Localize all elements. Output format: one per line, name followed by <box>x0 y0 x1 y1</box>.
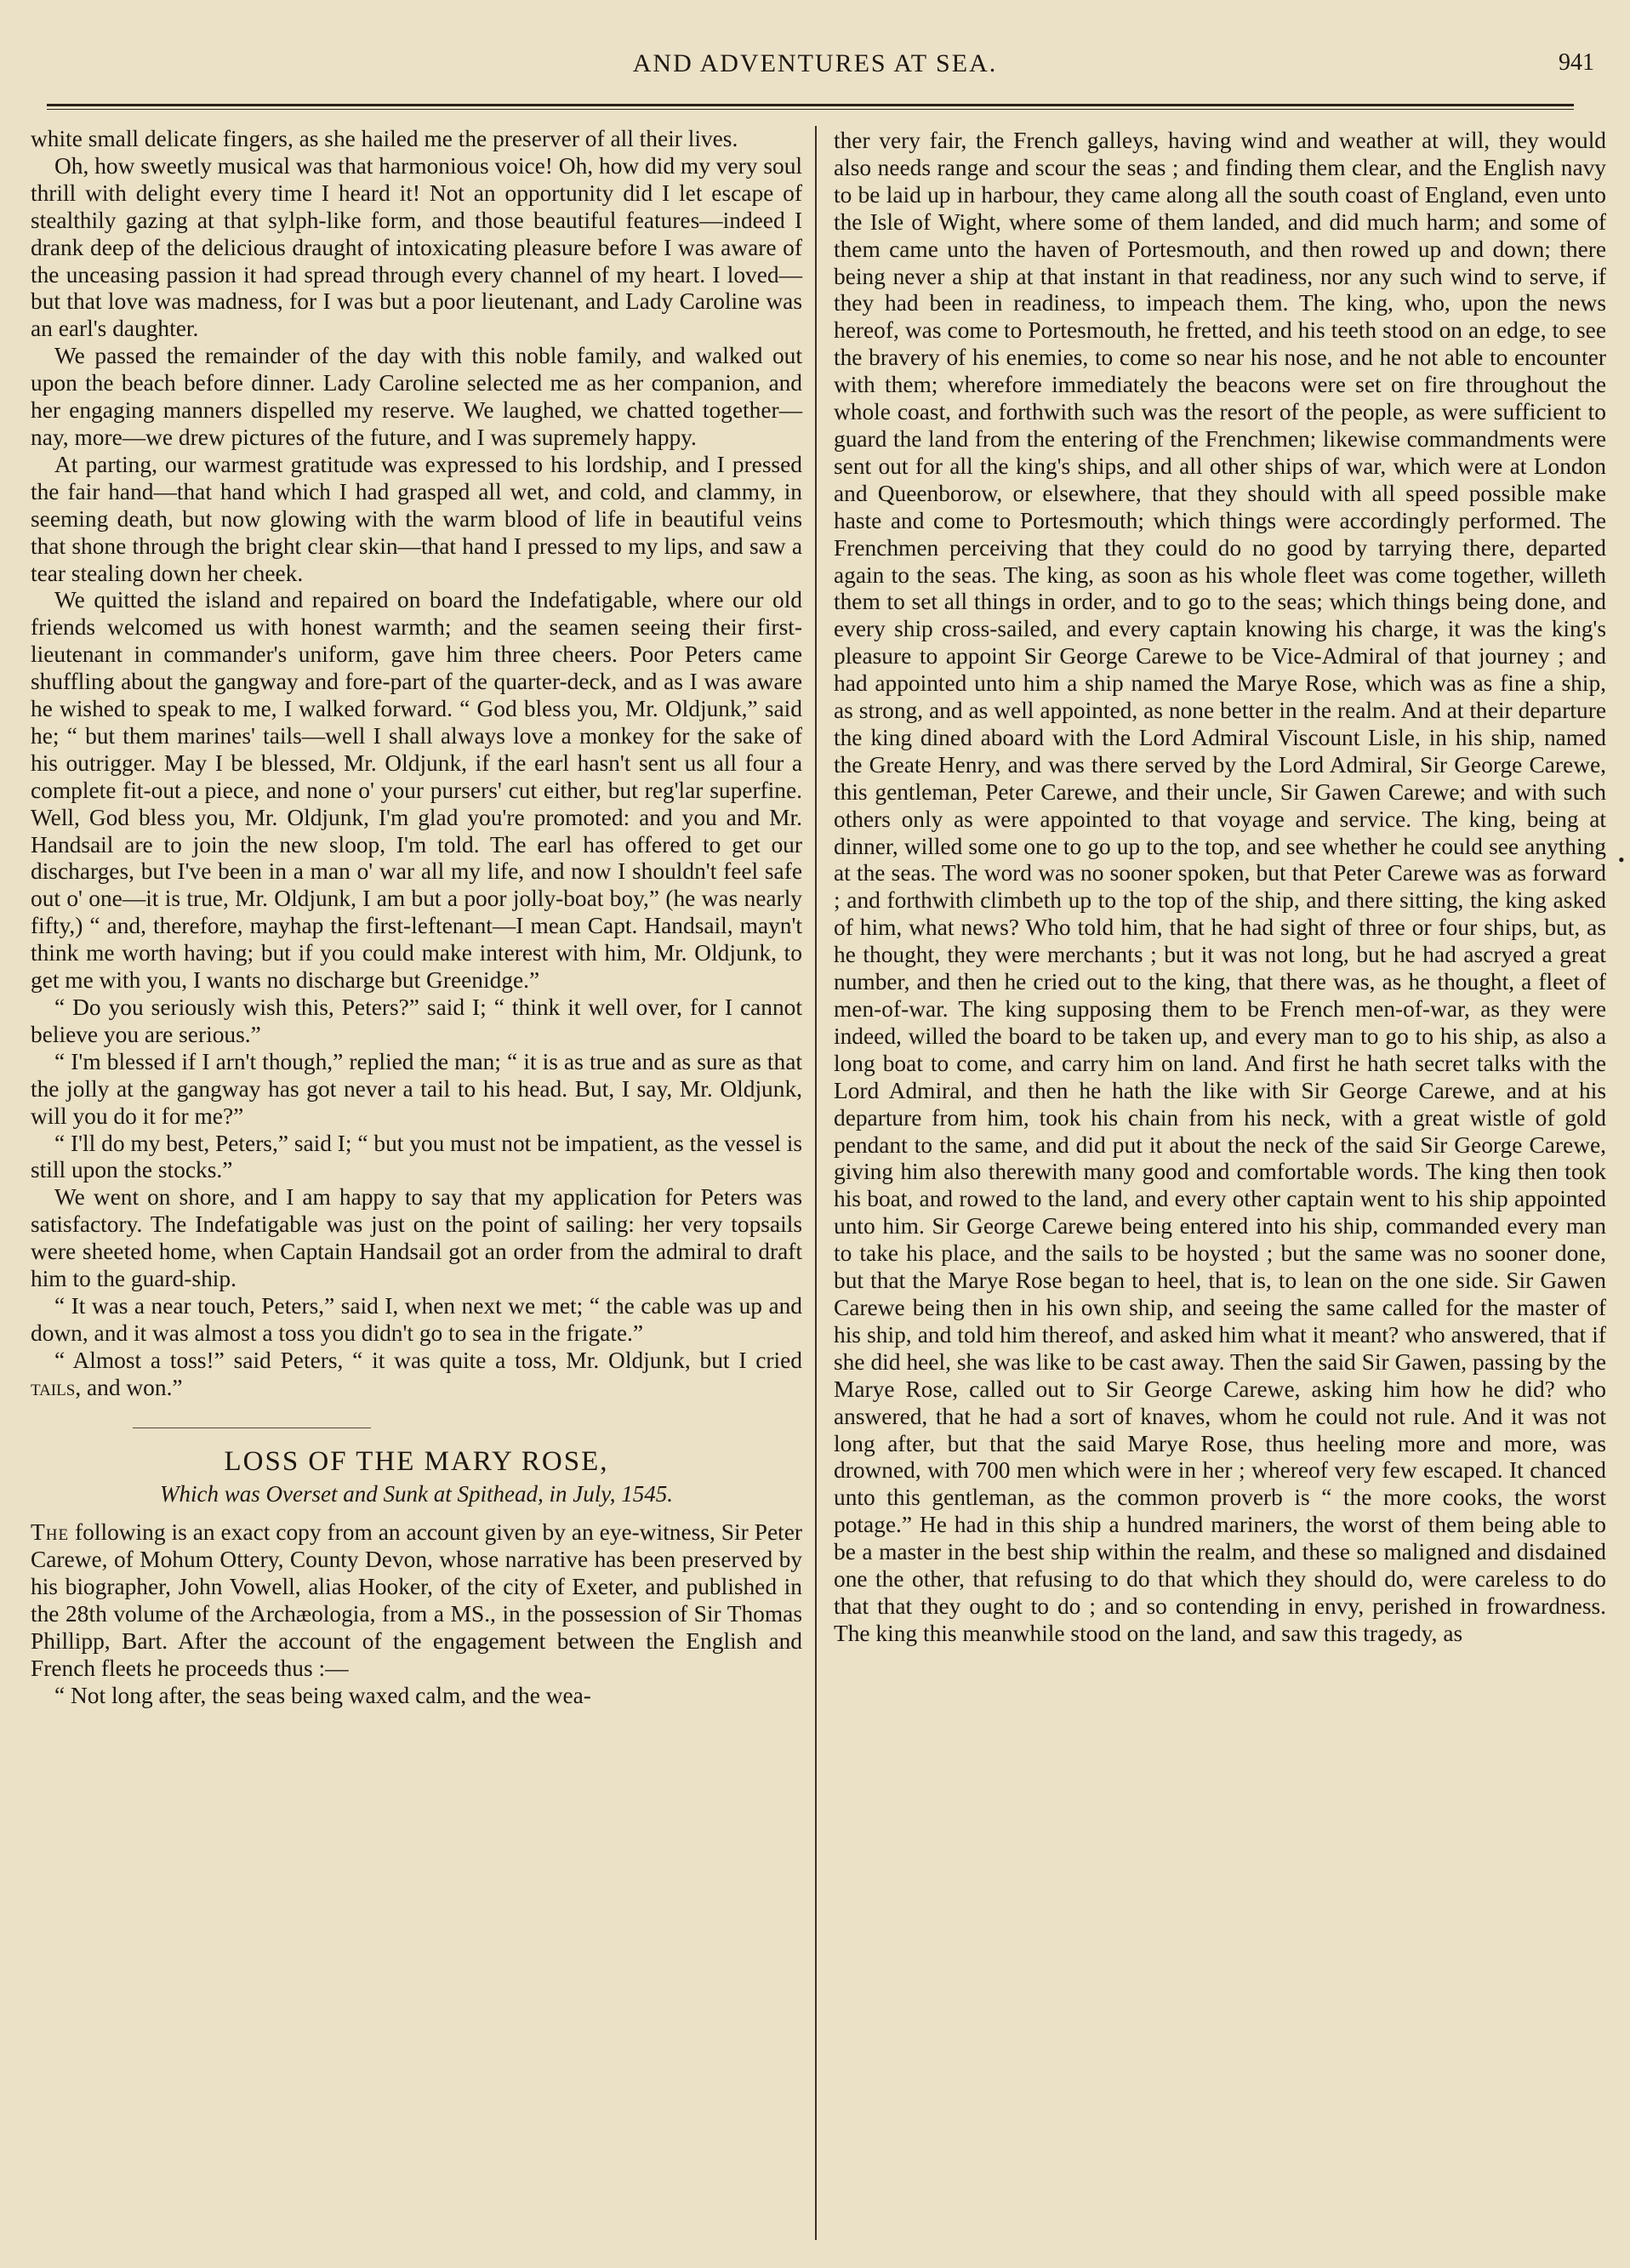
quote-start: “ Not long after, the seas being waxed calm, and the wea- <box>54 1682 591 1708</box>
column-divider <box>815 126 817 2240</box>
paragraph: “ I'll do my best, Peters,” said I; “ but you must not be impatient, as the vessel is still upon the stocks.” <box>31 1130 803 1183</box>
paragraph: “ Do you seriously wish this, Peters?” said I; “ think it well over, for I cannot believe you are serious.” <box>31 994 802 1047</box>
paragraph: We quitted the island and repaired on board the Indefatigable, where our old friends welcomed us with honest warmth; and the seamen seeing their first-lieutenant in commander's uniform, gave him three cheers. Poor Peters came shuffling about the gangway and fore-part of the quarter-deck, and as I was aware he wished to speak to me, I walked forward. “ God bless you, Mr. Oldjunk,” said he; “ but them marines' tails—well I shall always love a monkey for the sake of his outrigger. May I be blessed, Mr. Oldjunk, if the earl hasn't sent us all four a complete fit-out a piece, and none o' your pursers' cut either, but reg'lar superfine. Well, God bless you, Mr. Oldjunk, I'm glad you're promoted: and you and Mr. Handsail are to join the new sloop, I'm told. The earl has offered to get our discharges, but I've been in a man o' war all my life, and now I shouldn't feel safe out o' one—it is true, Mr. Oldjunk, I am but a poor jolly-boat boy,” (he was nearly fifty,) “ and, therefore, mayhap the first-leftenant—I mean Capt. Handsail, mayn't think me worth having; but if you could make interest with him, Mr. Oldjunk, to get me with you, I wants no discharge but Greenidge.” <box>31 587 802 994</box>
paragraph: At parting, our warmest gratitude was expressed to his lordship, and I pressed the fair hand—that hand which I had grasped all wet, and cold, and clammy, in seeming death, but now glowing with the warm blood of life in beautiful veins that shone through the bright clear skin—that hand I pressed to my lips, and saw a tear stealing down her cheek. <box>31 451 802 586</box>
header-rule <box>47 104 1574 106</box>
right-column <box>834 128 1606 1648</box>
page-number: 941 <box>1559 49 1594 76</box>
paragraph: We went on shore, and I am happy to say that my application for Peters was satisfactory. The Indefatigable was just on the point of sailing: her very topsails were sheeted home, when Captain Handsail got an order from the admiral to draft him to the guard-ship. <box>31 1184 802 1292</box>
paragraph <box>31 1348 802 1402</box>
paragraph: white small delicate fingers, as she hailed me the preserver of all their lives. <box>31 126 738 151</box>
article-intro <box>31 1519 802 1682</box>
small-caps-word: tails <box>31 1374 76 1400</box>
article-subtitle: Which was Overset and Sunk at Spithead, in July, 1545. <box>160 1480 673 1507</box>
left-column <box>31 126 802 1710</box>
article-title: LOSS OF THE MARY ROSE, <box>224 1445 609 1477</box>
running-title: AND ADVENTURES AT SEA. <box>632 49 998 77</box>
paragraph-text: “ Almost a toss!” said Peters, “ it was quite a toss, Mr. Oldjunk, but I cried <box>54 1347 802 1373</box>
intro-lead-word: The <box>31 1519 70 1546</box>
header-rule-thin <box>47 109 1574 110</box>
running-head <box>0 49 1630 83</box>
section-separator <box>133 1427 371 1428</box>
paragraph: ther very fair, the French galleys, having wind and weather at will, they would also needs range and scour the seas ; and finding them clear, and the English navy to be laid up in harbour, they came along all the south coast of England, even unto the Isle of Wight, where some of them landed, and did much harm; and some of them came unto the haven of Portesmouth, and then rowed up and down; there being never a ship at that instant in that readiness, nor any such wind to serve, if they had been in readiness, to impeach them. The king, who, upon the news hereof, was come to Portesmouth, he fretted, and his teeth stood on an edge, to see the bravery of his enemies, to come so near his nose, and he not able to encounter with them; wherefore immediately the beacons were set on fire throughout the whole coast, and forthwith such was the resort of the people, as were sufficient to guard the land from the entering of the Frenchmen; likewise commandments were sent out for all the king's ships, and all other ships of war, which were at London and Queenborow, or elsewhere, that they should with all speed possible make haste and come to Portesmouth; which things were accordingly performed. The Frenchmen perceiving that they could do no good by tarrying there, departed again to the seas. The king, as soon as his whole fleet was come together, willeth them to set all things in order, and to go to the seas; which things being done, and every ship cross-sailed, and every captain knowing his charge, it was the king's pleasure to appoint Sir George Carewe to be Vice-Admiral of that journey ; and had appointed unto him a ship named the Marye Rose, which was as fine a ship, as strong, and as well appointed, as none better in the realm. And at their departure the king dined aboard with the Lord Admiral Viscount Lisle, in his ship, named the Greate Henry, and was there served by the Lord Admiral, Sir George Carewe, this gentleman, Peter Carewe, and their uncle, Sir Gawen Carewe; and with such others only as were appointed to that voyage and service. The king, being at dinner, willed some one to go up to the top, and see whether he could see anything at the seas. The word was no sooner spoken, but that Peter Carewe was as forward ; and forthwith climbeth up to the top of the ship, and there sitting, the king asked of him, what news? Who told him, that he had sight of three or four ships, but, as he thought, they were merchants ; but it was not long, but he had ascryed a great number, and then he cried out to the king, that there was, as he thought, a fleet of men-of-war. The king supposing them to be French men-of-war, as they were indeed, willed the board to be taken up, and every man to go to his ship, as also a long boat to come, and carry him on land. And first he hath secret talks with the Lord Admiral, and then he hath the like with Sir George Carewe, and at his departure from him, took his chain from his neck, with a great wistle of gold pendant to the same, and did put it about the neck of the said Sir George Carewe, giving him also therewith many good and comfortable words. The king then took his boat, and rowed to the land, and every other captain went to his ship appointed unto him. Sir George Carewe being entered into his ship, commanded every man to take his place, and the sails to be hoysted ; but the same was no sooner done, but that the Marye Rose began to heel, that is, to lean on the one side. Sir Gawen Carewe being then in his own ship, and seeing the same called for the master of his ship, and told him thereof, and asked him what it meant? who answered, that if she did heel, she was like to be cast away. Then the said Sir Gawen, passing by the Marye Rose, called out to Sir George Carewe, asking him how he did? who answered, that he had a sort of knaves, whom he could not rule. And it was not long after, but that the said Marye Rose, thus heeling more and more, was drowned, with 700 men which were in her ; whereof very few escaped. It chanced unto this gentleman, as the common proverb is “ the more cooks, the worst potage.” He had in this ship a hundred mariners, the worst of them being able to be a master in the best ship within the realm, and these so maligned and disdained one the other, that refusing to do that which they should do, were careless to do that that they ought to do ; and so contending in envy, perished in frowardness. The king this meanwhile stood on the land, and saw this tragedy, as <box>834 128 1606 1646</box>
intro-text: following is an exact copy from an account given by an eye-witness, Sir Peter Carewe, of Mohum Ottery, County Devon, whose narrative has been preserved by his biographer, John Vowell, alias Hooker, of the city of Exeter, and published in the 28th volume of the Archæologia, from a MS., in the possession of Sir Thomas Phillipp, Bart. After the account of the engagement between the English and French fleets he proceeds thus :— <box>31 1519 802 1681</box>
paragraph: We passed the remainder of the day with this noble family, and walked out upon the beach before dinner. Lady Caroline selected me as her companion, and her engaging manners dispelled my reserve. We laughed, we chatted together—nay, more—we drew pictures of the future, and I was supremely happy. <box>31 343 802 450</box>
paragraph-text: , and won.” <box>75 1374 183 1400</box>
paragraph: Oh, how sweetly musical was that harmonious voice! Oh, how did my very soul thrill with delight every time I heard it! Not an opportunity did I let escape of stealthily gazing at that sylph-like form, and those beautiful features—indeed I drank deep of the delicious draught of intoxicating pleasure before I was aware of the unceasing passion it had spread through every channel of my heart. I loved—but that love was madness, for I was but a poor lieutenant, and Lady Caroline was an earl's daughter. <box>31 152 802 342</box>
paragraph: “ It was a near touch, Peters,” said I, when next we met; “ the cable was up and down, and it was almost a toss you didn't go to sea in the frigate.” <box>31 1292 802 1346</box>
margin-mark: • <box>1618 849 1625 870</box>
paragraph: “ I'm blessed if I arn't though,” replied the man; “ it is as true and as sure as that the jolly at the gangway has got never a tail to his head. But, I say, Mr. Oldjunk, will you do it for me?” <box>31 1048 802 1129</box>
